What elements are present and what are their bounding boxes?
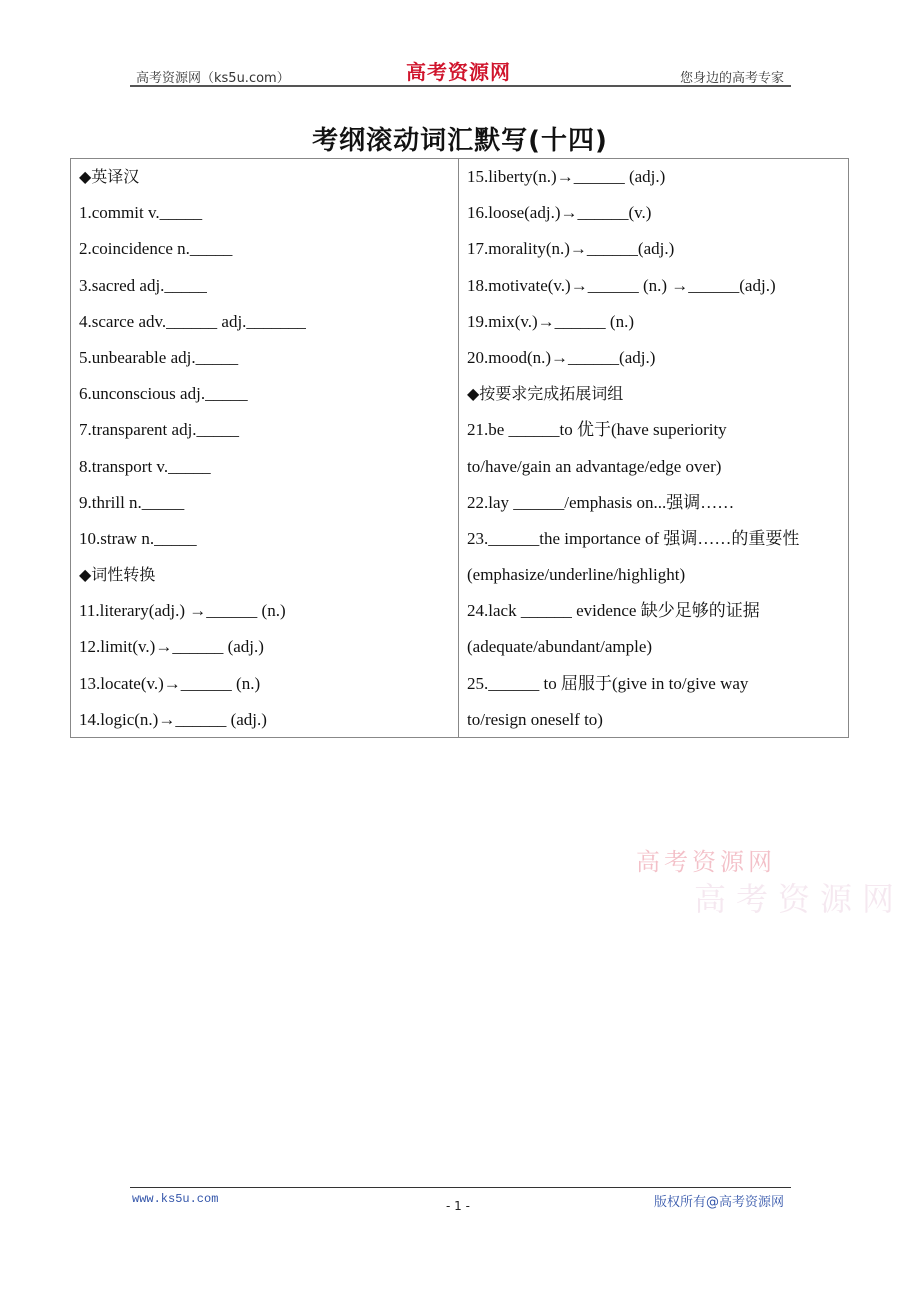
- watermark-logo: 高考资源网: [636, 848, 776, 876]
- vocab-item: 3.sacred adj._____: [79, 275, 207, 295]
- vocab-item: 25.______ to 屈服于(give in to/give way: [467, 673, 749, 693]
- header-logo: 高考资源网: [406, 60, 511, 84]
- vocab-item-continued: (emphasize/underline/highlight): [467, 565, 686, 585]
- vocab-item: 1.commit v._____: [79, 203, 203, 223]
- header-site-name: 高考资源网（ks5u.com）: [136, 71, 290, 86]
- vocab-item: 18.motivate(v.)→______ (n.) →______(adj.): [467, 275, 776, 295]
- page-title: 考纲滚动词汇默写(十四): [312, 126, 608, 156]
- vocab-item: 24.lack ______ evidence 缺少足够的证据: [467, 601, 760, 621]
- right-column: [459, 159, 848, 737]
- vocab-item: 14.logic(n.)→______ (adj.): [79, 709, 267, 729]
- vocab-item-continued: (adequate/abundant/ample): [467, 637, 653, 657]
- watermark-logo-faint: 高考资源网: [694, 880, 905, 918]
- vocab-item: 9.thrill n._____: [79, 492, 185, 512]
- vocab-item: 21.be ______to 优于(have superiority: [467, 420, 727, 440]
- vocab-table: [70, 158, 849, 738]
- vocab-item-continued: to/have/gain an advantage/edge over): [467, 456, 722, 476]
- vocab-item: 5.unbearable adj._____: [79, 347, 239, 367]
- header-divider: [130, 85, 791, 87]
- footer-copyright: 版权所有@高考资源网: [653, 1195, 784, 1210]
- vocab-item: 10.straw n._____: [79, 528, 197, 548]
- vocab-item: 6.unconscious adj._____: [79, 384, 248, 404]
- section-heading-phrases: ◆按要求完成拓展词组: [467, 384, 624, 404]
- vocab-item-continued: to/resign oneself to): [467, 709, 603, 729]
- section-heading-word-forms: ◆词性转换: [79, 565, 156, 585]
- vocab-item: 2.coincidence n._____: [79, 239, 233, 259]
- section-heading-en-to-cn: ◆英译汉: [79, 167, 140, 186]
- footer-divider: [130, 1187, 791, 1188]
- vocab-item: 12.limit(v.)→______ (adj.): [79, 637, 264, 657]
- vocab-item: 8.transport v._____: [79, 456, 211, 476]
- vocab-item: 15.liberty(n.)→______ (adj.): [467, 167, 666, 186]
- vocab-item: 11.literary(adj.) →______ (n.): [79, 601, 286, 621]
- vocab-item: 23.______the importance of 强调……的重要性: [467, 528, 800, 548]
- vocab-item: 19.mix(v.)→______ (n.): [467, 311, 634, 331]
- vocab-item: 20.mood(n.)→______(adj.): [467, 347, 656, 367]
- vocab-item: 4.scarce adv.______ adj._______: [79, 311, 306, 331]
- vocab-item: 17.morality(n.)→______(adj.): [467, 239, 675, 259]
- left-column: [71, 159, 459, 737]
- vocab-item: 13.locate(v.)→______ (n.): [79, 673, 261, 693]
- page-header: [130, 56, 790, 88]
- page-number: - 1 -: [446, 1199, 470, 1213]
- vocab-item: 7.transparent adj._____: [79, 420, 240, 440]
- vocab-item: 22.lay ______/emphasis on...强调……: [467, 492, 735, 512]
- header-slogan: 您身边的高考专家: [679, 71, 784, 86]
- vocab-item: 16.loose(adj.)→______(v.): [467, 203, 652, 223]
- footer-website-link[interactable]: www.ks5u.com: [132, 1192, 219, 1206]
